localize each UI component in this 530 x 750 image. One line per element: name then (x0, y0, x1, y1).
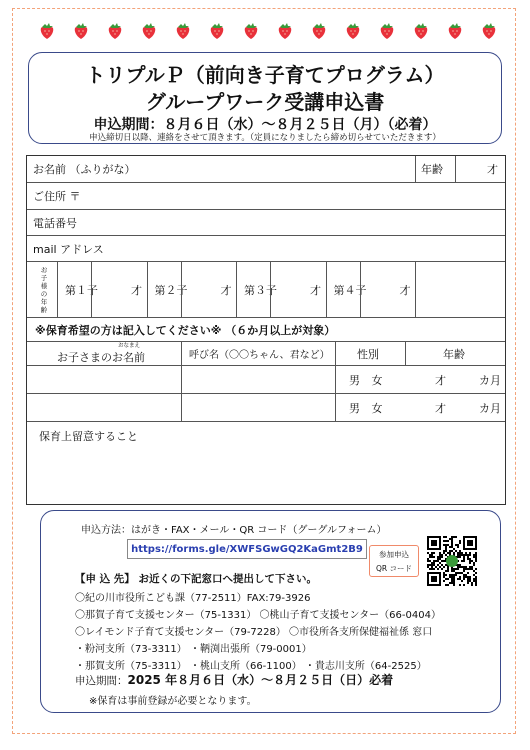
office-line: 〇レイモンド子育て支援センター（79-7228） 〇市役所各支所保健福祉係 窓口 (75, 627, 433, 638)
child-age-unit: 才 (220, 283, 232, 297)
mail-label: mail アドレス (33, 242, 104, 256)
phone-row (27, 210, 505, 236)
office-line: 〇紀の川市役所こども課（77-2511）FAX:79-3926 (75, 593, 311, 604)
period-line (75, 671, 393, 688)
period-label: 申込期間： (75, 675, 128, 687)
name-row (27, 156, 505, 183)
strawberry-icon (108, 22, 122, 40)
address-label: ご住所 〒 (33, 190, 81, 203)
deadline-note: 申込締切日以降、連絡をさせて頂きます。（定員になりましたら締め切らせていただきます） (89, 133, 441, 143)
gender-header: 性別 (357, 347, 379, 361)
nickname-header: 呼び名（〇〇ちゃん、君など） (189, 350, 330, 361)
address-row (27, 183, 505, 210)
child-name-ruby: おなまえ (117, 342, 140, 349)
strawberry-icon (482, 22, 496, 40)
strawberry-icon (380, 22, 394, 40)
age-years-unit: 才 (435, 373, 446, 387)
strawberry-icon (40, 22, 54, 40)
age-years-unit: 才 (435, 401, 446, 415)
name-label: お名前 （ふりがな） (33, 163, 136, 176)
childcare-header-row (27, 342, 505, 366)
child-name-header: お子さまのお名前 (57, 350, 145, 364)
period-value: 2025 年８月６日（水）～８月２５日（日）必着 (127, 673, 394, 687)
child-label: 第２子 (154, 283, 188, 297)
child-label: 第３子 (244, 283, 277, 297)
strawberry-icon (244, 22, 258, 40)
strawberry-icon (346, 22, 360, 40)
qr-label-line1: 参加申込 (379, 550, 409, 559)
strawberry-border (40, 22, 490, 44)
page-title: トリプルＰ（前向き子育てプログラム） (85, 63, 445, 87)
strawberry-icon (74, 22, 88, 40)
childcare-notice-row (27, 318, 505, 342)
gender-choice[interactable]: 男 女 (349, 373, 383, 387)
strawberry-icon (176, 22, 190, 40)
notes-row (27, 422, 505, 504)
strawberry-icon (448, 22, 462, 40)
qr-label-line2: QR コード (376, 564, 412, 573)
strawberry-icon (312, 22, 326, 40)
childcare-notice: ※保育希望の方は記入してください※ （６か月以上が対象） (35, 323, 336, 337)
destination-heading: 【申 込 先】 お近くの下記窓口へ提出して下さい。 (75, 573, 317, 585)
info-box (40, 510, 501, 713)
office-line: 〇那賀子育て支援センター（75-1331） 〇桃山子育て支援センター（66-0404） (75, 610, 441, 621)
strawberry-icon (210, 22, 224, 40)
childcare-registration-note: ※保育は事前登録が必要となります。 (89, 696, 257, 707)
child-age-unit: 才 (310, 283, 321, 297)
notes-label: 保育上留意すること (39, 430, 138, 443)
age-label: 年齢 (421, 163, 443, 176)
strawberry-icon (142, 22, 156, 40)
page-subtitle: グループワーク受講申込書 (145, 90, 385, 114)
mail-row (27, 236, 505, 262)
child-label: 第４子 (333, 283, 367, 297)
qr-label (369, 545, 419, 577)
age-unit: 才 (487, 163, 498, 176)
children-vertical-label: お子様の年齢 (40, 265, 48, 314)
age-months-unit: カ月 (479, 401, 501, 415)
strawberry-icon (278, 22, 292, 40)
childcare-row (27, 366, 505, 394)
office-line: ・那賀支所（75-3311） ・桃山支所（66-1100） ・貴志川支所（64-2525） (75, 661, 427, 672)
qr-code-icon[interactable] (427, 536, 477, 586)
phone-label: 電話番号 (33, 216, 77, 230)
childcare-row (27, 394, 505, 422)
strawberry-icon (414, 22, 428, 40)
form-url-link[interactable]: https://forms.gle/XWFSGwGQ2KaGmt2B9 (127, 539, 367, 559)
application-method: 申込方法：はがき・FAX・メール・QR コード（グーグルフォーム） (81, 525, 387, 536)
child-label: 第１子 (65, 283, 98, 297)
gender-choice[interactable]: 男 女 (349, 401, 383, 415)
age-months-unit: カ月 (479, 373, 501, 387)
child-age-unit: 才 (131, 283, 142, 297)
children-age-row (27, 262, 505, 318)
office-line: ・粉河支所（73-3311） ・鞆渕出張所（79-0001） (75, 644, 312, 655)
application-period: 申込期間：８月６日（水）～８月２５日（月）（必着） (93, 117, 437, 133)
application-form (26, 155, 506, 505)
child-age-unit: 才 (399, 283, 411, 297)
age-header: 年齢 (443, 347, 465, 361)
